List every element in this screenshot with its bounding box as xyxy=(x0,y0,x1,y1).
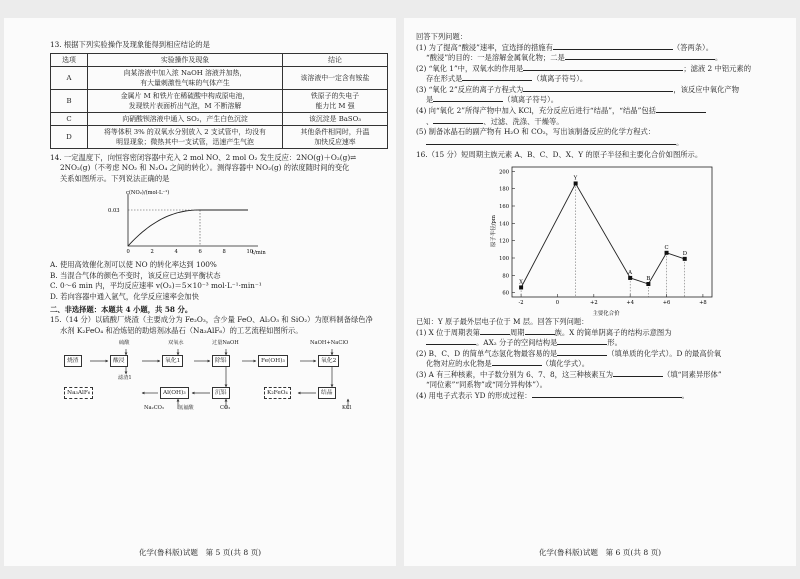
data-point xyxy=(646,282,650,286)
ytick-label: 120 xyxy=(499,238,509,245)
box-aloh3: Al(OH)₃ xyxy=(160,387,189,399)
q16-part3-b: “同位素”“同系物”或“同分异构体”）。 xyxy=(426,380,547,390)
series-line xyxy=(521,183,685,287)
experiment-table xyxy=(50,53,388,149)
q14-line: 2NO₂(g)（不考虑 NO₂ 和 N₂O₄ 之间的转化）。测得容器中 NO₂(g) 的浓度随时间的变化 xyxy=(60,163,350,173)
intro: 回答下列问题： xyxy=(416,32,468,41)
row-conclusion: 铁原子的失电子 能力比 M 强 xyxy=(283,89,388,112)
data-point xyxy=(683,257,687,261)
question-14-stem xyxy=(50,153,388,185)
table-row xyxy=(51,66,388,89)
point-label: C xyxy=(664,244,669,251)
q16-part4: (4) 用电子式表示 YD 的形成过程： 。 xyxy=(416,390,689,400)
point-label: Y xyxy=(573,175,578,182)
table-row xyxy=(51,112,388,125)
box-remove-al: 除铝 xyxy=(212,355,230,367)
q14-line: 关系如图所示。下列说法正确的是 xyxy=(60,173,170,183)
box-acid-leach: 酸浸 xyxy=(110,355,128,367)
point-label: B xyxy=(646,275,651,282)
row-option: D xyxy=(51,125,88,148)
flow-arrows xyxy=(60,339,390,415)
data-point xyxy=(574,181,578,185)
row-operation: 金属片 M 和铁片在稀硫酸中构成原电池， 发现铁片表面析出气泡，M 不断溶解 xyxy=(88,89,283,112)
box-oxidize-2: 氧化2 xyxy=(318,355,339,367)
point-label: A xyxy=(628,269,633,276)
row-conclusion: 该沉淀是 BaSO₃ xyxy=(283,112,388,125)
q15-part3-b: 是 （填离子符号）。 xyxy=(426,95,559,105)
q14-line: 14. 一定温度下，向恒容密闭容器中充入 2 mol NO、2 mol O₂ 发生反应：2NO(g)＋O₂(g)⇌ xyxy=(50,152,357,162)
q15-line: 15.（14 分）以硫酸厂烧渣（主要成分为 Fe₂O₃，含少量 FeO、Al₂O₃ 和 SiO₂）为原料制备绿色净 xyxy=(50,315,373,325)
ytick-label: 160 xyxy=(499,203,509,210)
box-oxidize-1: 氧化1 xyxy=(162,355,183,367)
ytick-label: 100 xyxy=(499,255,509,262)
row-operation: 向硝酸钡溶液中通入 SO₂，产生白色沉淀 xyxy=(88,112,283,125)
row-conclusion: 其他条件相同时，升温 加快反应速率 xyxy=(283,125,388,148)
label-sulfuric-acid: 硫酸 xyxy=(119,340,130,347)
graph-xtick: 6 xyxy=(198,249,202,256)
q15-part4-b: 、 、过滤、洗涤、干燥等。 xyxy=(426,116,564,126)
page-left xyxy=(4,18,396,566)
plot-frame xyxy=(512,167,712,297)
graph-xtick: 10 xyxy=(246,249,254,256)
q15-part1: (1) 为了提高“酸浸”速率，宜选择的措施有 （答两条）。 xyxy=(416,42,714,52)
table-row xyxy=(51,89,388,112)
point-label: X xyxy=(519,279,523,286)
ytick-label: 80 xyxy=(502,273,509,280)
data-point xyxy=(628,276,632,280)
ytick-label: 140 xyxy=(499,221,509,228)
label-na2co3: Na₂CO₃ xyxy=(144,405,165,412)
graph-xtick: 4 xyxy=(174,249,178,256)
no2-concentration-graph xyxy=(106,186,276,260)
box-feoh3: Fe(OH)₃ xyxy=(258,355,288,367)
chart-xlabel: 主要化合价 xyxy=(592,310,620,317)
q16-part2: (2) B、C、D 的简单气态氢化物最容易的是 （填单质的化学式）。D 的最高价氧 xyxy=(416,348,722,358)
label-residue-1: 滤渣1 xyxy=(118,375,132,382)
xtick-label: +4 xyxy=(626,299,635,306)
q15-part4: (4) 向“氧化 2”所得产物中加入 KCl，充分反应后进行“结晶”，“结晶”包括 xyxy=(416,106,766,117)
xtick-label: -2 xyxy=(518,299,524,306)
q15-part2-b: 存在形式是 （填离子符号）。 xyxy=(426,74,588,84)
q16-part3: (3) A 有三种核素，中子数分别为 6、7、8，这三种核素互为 （填“同素异形体” xyxy=(416,369,722,379)
graph-axes xyxy=(128,194,258,246)
xtick-label: +2 xyxy=(589,299,598,306)
label-naoh: 过量NaOH xyxy=(212,340,239,347)
graph-ytick: 0.03 xyxy=(108,208,120,215)
box-crystallize: 结晶 xyxy=(318,387,336,399)
graph-xtick: 0 xyxy=(126,249,130,256)
chart-ylabel: 原子半径/pm xyxy=(491,214,497,247)
ytick-label: 180 xyxy=(499,186,509,193)
page-footer: 化学(鲁科版)试题 第 5 页(共 8 页) xyxy=(138,548,262,557)
known-info: 已知：Y 原子最外层电子位于 M 层。回答下列问题： xyxy=(416,316,589,326)
graph-dash xyxy=(128,210,200,246)
row-option: C xyxy=(51,112,88,125)
q15-part1-b: “酸浸”的目的：一是溶解金属氧化物；二是 。 xyxy=(426,53,723,63)
q15-line: 水剂 K₂FeO₄ 和冶炼铝的助熔剂冰晶石（Na₃AlF₆）的工艺流程如图所示。 xyxy=(60,325,303,335)
table-row xyxy=(51,125,388,148)
option-d: D. 若向容器中通入氩气，化学反应速率会加快 xyxy=(50,292,199,302)
q15-part5-b: 。 xyxy=(416,138,766,149)
q16-part2-b: 化物对应的水化物是 （填化学式）。 xyxy=(426,359,590,369)
row-option: A xyxy=(51,66,88,89)
q16-part1: (1) X 位于周期表第 周期 族。X 的简单阴离子的结构示意图为 xyxy=(416,327,672,337)
label-co2: CO₂ xyxy=(220,405,231,412)
graph-curve xyxy=(128,210,248,246)
row-option: B xyxy=(51,89,88,112)
data-point xyxy=(665,251,669,255)
graph-xlabel: t/min xyxy=(252,250,266,257)
q15-part5: (5) 制备冰晶石的副产物有 H₂O 和 CO₂，写出该制备反应的化学方程式： xyxy=(416,127,656,137)
data-point xyxy=(519,285,523,289)
q15-part3: (3) “氧化 2”反应的离子方程式为 ，该反应中氧化产物 xyxy=(416,84,740,94)
xtick-label: +6 xyxy=(662,299,671,306)
label-naoh-naclo: NaOH+NaClO xyxy=(310,340,349,347)
box-shaozha: 烧渣 xyxy=(64,355,82,367)
option-c: C. 0～6 min 内，平均反应速率 v(O₂)＝5×10⁻³ mol·L⁻¹·min⁻¹ xyxy=(50,281,262,291)
box-k2feo4: K₂FeO₄ xyxy=(264,387,291,399)
graph-xtick: 2 xyxy=(150,249,154,256)
xtick-label: 0 xyxy=(555,299,560,306)
section-heading: 二、非选择题：本题共 4 小题，共 58 分。 xyxy=(50,304,193,314)
label-kcl: KCl xyxy=(342,405,352,412)
xtick-label: +8 xyxy=(699,299,707,306)
label-h2o2: 双氧水 xyxy=(168,340,184,347)
col-conclusion: 结论 xyxy=(283,53,388,66)
box-cryolite: Na₃AlF₆ xyxy=(64,387,93,399)
point-label: D xyxy=(682,250,688,257)
row-operation: 将等体积 3% 的双氧水分别放入 2 支试管中，均没有 明显现象；微热其中一支试管，迅速产生气泡 xyxy=(88,125,283,148)
page-footer: 化学(鲁科版)试题 第 6 页(共 8 页) xyxy=(538,548,662,557)
question-13-stem: 13. 根据下列实验操作及现象能得到相应结论的是 xyxy=(50,40,210,49)
page-right xyxy=(404,18,796,566)
process-flowchart xyxy=(60,339,390,415)
graph-xtick: 8 xyxy=(222,249,226,256)
box-precipitate-al: 沉铝 xyxy=(212,387,230,399)
q16-part1-b: 。AX₂ 分子的空间结构是 形。 xyxy=(416,338,766,349)
row-conclusion: 该溶液中一定含有铵盐 xyxy=(283,66,388,89)
ytick-label: 60 xyxy=(502,290,509,297)
option-a: A. 使用高效催化剂可以使 NO 的转化率达到 100% xyxy=(50,260,217,270)
option-b: B. 当混合气体的颜色不变时，该反应已达到平衡状态 xyxy=(50,270,221,280)
col-option: 选项 xyxy=(51,53,88,66)
col-operation: 实验操作及现象 xyxy=(88,53,283,66)
q15-part2: (2) “氧化 1”中，双氧水的作用是 ；滤液 2 中铝元素的 xyxy=(416,63,751,73)
graph-ylabel: c(NO₂)/(mol·L⁻¹) xyxy=(126,190,170,197)
label-hf: 氢氟酸 xyxy=(178,405,194,412)
row-operation: 向某溶液中加入浓 NaOH 溶液并加热， 有大量刺激性气味的气体产生 xyxy=(88,66,283,89)
radius-valence-chart xyxy=(486,161,736,317)
table-header-row xyxy=(51,53,388,66)
question-16-stem: 16.（15 分）短周期主族元素 A、B、C、D、X、Y 的原子半径和主要化合价如图所示。 xyxy=(416,150,703,160)
ytick-label: 200 xyxy=(499,169,509,176)
